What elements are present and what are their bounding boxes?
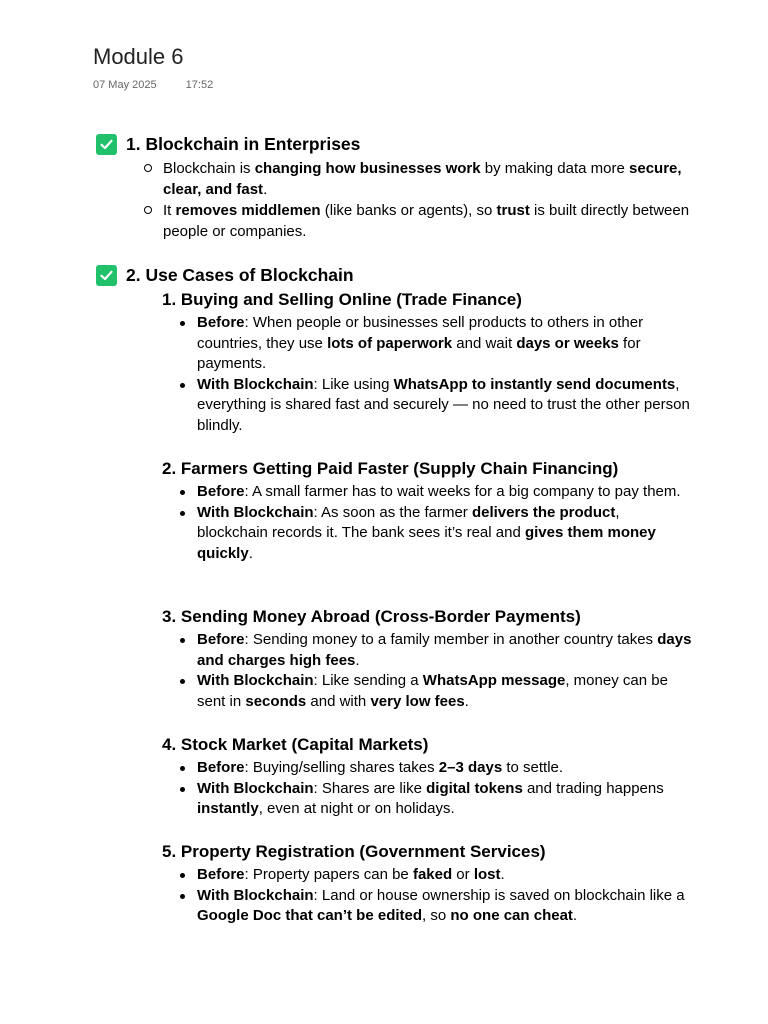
section2-heading — [96, 265, 354, 286]
check-mark-icon — [96, 134, 117, 155]
use-case-2 — [162, 458, 692, 564]
use-case-3 — [162, 606, 692, 712]
with-blockchain-item: With Blockchain: Like sending a WhatsApp message, money can be sent in seconds and with very low fees. — [162, 671, 692, 712]
use-case-4 — [162, 734, 692, 820]
use-case-5 — [162, 841, 692, 927]
before-item: Before: Property papers can be faked or lost. — [162, 865, 692, 886]
use-case-title: 5. Property Registration (Government Services) — [162, 842, 546, 861]
before-item: Before: Sending money to a family member in another country takes days and charges high fees. — [162, 630, 692, 671]
section2-title: 2. Use Cases of Blockchain — [126, 265, 354, 285]
list-item: Blockchain is changing how businesses work by making data more secure, clear, and fast. — [140, 158, 700, 200]
page-date: 07 May 2025 — [93, 79, 157, 91]
before-item: Before: When people or businesses sell products to others in other countries, they use lots of paperwork and wait days or weeks for payments. — [162, 313, 692, 375]
list-item: It removes middlemen (like banks or agents), so trust is built directly between people or companies. — [140, 200, 700, 242]
check-mark-icon — [96, 265, 117, 286]
page-time: 17:52 — [185, 79, 214, 91]
use-case-title: 1. Buying and Selling Online (Trade Finance) — [162, 290, 522, 309]
page-title: Module 6 — [93, 44, 184, 69]
with-blockchain-item: With Blockchain: Shares are like digital tokens and trading happens instantly, even at night or on holidays. — [162, 779, 692, 820]
before-item: Before: A small farmer has to wait weeks for a big company to pay them. — [162, 482, 692, 503]
use-case-title: 4. Stock Market (Capital Markets) — [162, 735, 429, 754]
section1-list — [140, 158, 700, 242]
page-meta — [93, 79, 213, 91]
with-blockchain-item: With Blockchain: Like using WhatsApp to instantly send documents, everything is shared fast and securely — no need to trust the other person blindly. — [162, 375, 692, 437]
use-case-title: 3. Sending Money Abroad (Cross-Border Payments) — [162, 607, 581, 626]
before-item: Before: Buying/selling shares takes 2–3 days to settle. — [162, 758, 692, 779]
use-case-1 — [162, 289, 692, 437]
section1-title: 1. Blockchain in Enterprises — [126, 134, 361, 154]
section1-heading — [96, 134, 360, 155]
use-case-title: 2. Farmers Getting Paid Faster (Supply Chain Financing) — [162, 459, 619, 478]
with-blockchain-item: With Blockchain: As soon as the farmer delivers the product, blockchain records it. The bank sees it’s real and gives them money quickly. — [162, 503, 692, 565]
with-blockchain-item: With Blockchain: Land or house ownership is saved on blockchain like a Google Doc that can’t be edited, so no one can cheat. — [162, 886, 692, 927]
